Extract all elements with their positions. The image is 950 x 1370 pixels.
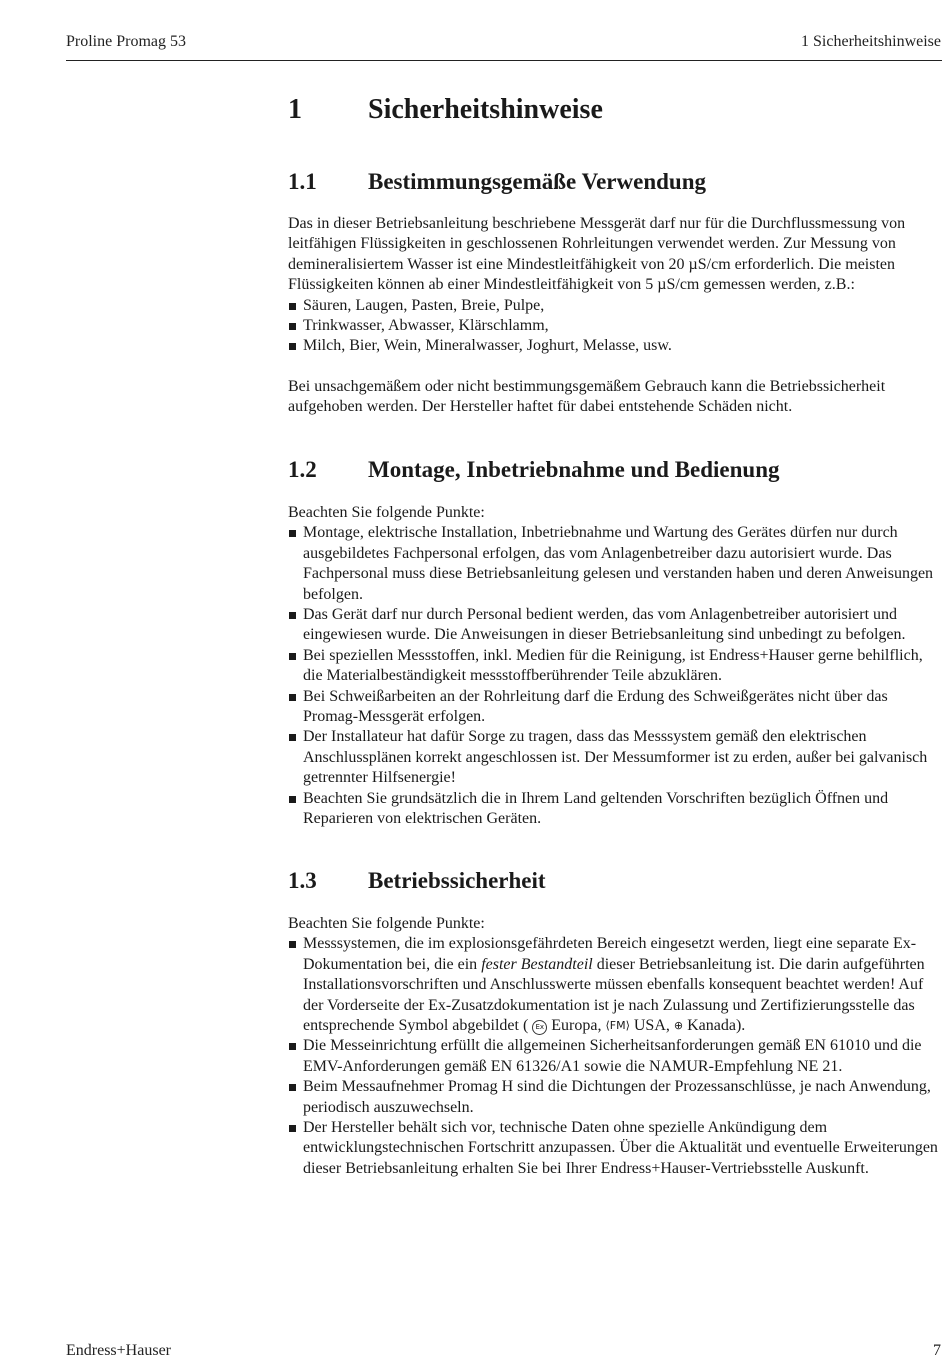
bullet-icon xyxy=(289,612,296,619)
paragraph: Beachten Sie folgende Punkte: xyxy=(288,915,485,932)
list-item: Montage, elektrische Installation, Inbetriebnahme und Wartung des Gerätes dürfen nur durch ausgebildetes Fachpersonal erfolgen, das vom Anlagenbetreiber dazu autorisiert wurde. Das Fachpersonal muss diese Betriebsanleitung gelesen und verstanden haben und deren Anweisungen befolgen. xyxy=(288,523,942,605)
list-item: Der Installateur hat dafür Sorge zu tragen, dass das Messsystem gemäß den elektrischen Anschlussplänen korrekt angeschlossen ist. Der Messumformer ist zu erden, außer bei galvanisch getrennter Hilfsenergie! xyxy=(288,727,942,788)
header-rule xyxy=(66,60,942,61)
section-title: Betriebssicherheit xyxy=(368,868,546,893)
chapter-title: Sicherheitshinweise xyxy=(368,94,603,125)
section-number: 1.1 xyxy=(288,169,317,194)
ex-europe-icon: Ex xyxy=(532,1020,547,1035)
list-item: Die Messeinrichtung erfüllt die allgemeinen Sicherheitsanforderungen gemäß EN 61010 und die EMV-Anforderungen gemäß EN 61326/A1 sowie die NAMUR-Empfehlung NE 21. xyxy=(288,1036,942,1077)
running-header-title: Proline Promag 53 xyxy=(66,33,186,50)
bullet-icon xyxy=(289,303,296,310)
paragraph: Beachten Sie folgende Punkte: xyxy=(288,504,485,521)
emphasis: fester Bestandteil xyxy=(481,955,593,973)
section-body-1-1 xyxy=(288,214,942,418)
section-body-1-2 xyxy=(288,503,942,830)
list-item: Messsystemen, die im explosionsgefährdeten Bereich eingesetzt werden, liegt eine separate Ex-Dokumentation bei, die ein fester Bestandteil dieser Betriebsanleitung ist. Die darin aufgeführten Installationsvorschriften und Anschlusswerte müssen ebenfalls konsequent beachtet werden! Auf der Vorderseite der Ex-Zusatzdokumentation ist je nach Zulassung und Zertifizierungsstelle das entsprechende Symbol abgebildet ( Ex Europa, ⟨FM⟩ USA, ⊕ Kanada). xyxy=(288,934,942,1036)
bullet-icon xyxy=(289,343,296,350)
bullet-icon xyxy=(289,796,296,803)
section-title: Montage, Inbetriebnahme und Bedienung xyxy=(368,457,780,482)
list-item: Der Hersteller behält sich vor, technische Daten ohne spezielle Ankündigung dem entwicklungstechnischen Fortschritt anzupassen. Über die Aktualität und eventuelle Erweiterungen dieser Betriebsanleitung erhalten Sie bei Ihrer Endress+Hauser-Vertriebsstelle Auskunft. xyxy=(288,1118,942,1179)
bullet-icon xyxy=(289,653,296,660)
list-item: Bei Schweißarbeiten an der Rohrleitung darf die Erdung des Schweißgerätes nicht über das Promag-Messgerät erfolgen. xyxy=(288,687,942,728)
bullet-icon xyxy=(289,1043,296,1050)
chapter-heading xyxy=(288,94,603,126)
section-heading-1-2 xyxy=(288,457,780,483)
running-header-chapter: 1 Sicherheitshinweise xyxy=(801,33,941,50)
bullet-icon xyxy=(289,734,296,741)
page-number: 7 xyxy=(933,1342,941,1359)
list-item: Säuren, Laugen, Pasten, Breie, Pulpe, xyxy=(288,296,942,316)
bullet-icon xyxy=(289,530,296,537)
bullet-list xyxy=(288,934,942,1179)
bullet-list xyxy=(288,296,942,357)
section-number: 1.3 xyxy=(288,868,317,893)
list-item: Beachten Sie grundsätzlich die in Ihrem Land geltenden Vorschriften bezüglich Öffnen und Reparieren von elektrischen Geräten. xyxy=(288,789,942,830)
list-item: Milch, Bier, Wein, Mineralwasser, Joghurt, Melasse, usw. xyxy=(288,336,942,356)
fm-usa-icon: ⟨FM⟩ xyxy=(605,1019,630,1033)
section-number: 1.2 xyxy=(288,457,317,482)
section-heading-1-1 xyxy=(288,169,706,195)
section-title: Bestimmungsgemäße Verwendung xyxy=(368,169,707,194)
paragraph: Das in dieser Betriebsanleitung beschriebene Messgerät darf nur für die Durchflussmessung von leitfähigen Flüssigkeiten in geschlossenen Rohrleitungen verwendet werden. Zur Messung von demineralisiertem Wasser ist eine Mindestleitfähigkeit von 20 µS/cm erforderlich. Die meisten Flüssigkeiten können ab einer Mindestleitfähigkeit von 5 µS/cm gemessen werden, z.B.: xyxy=(288,215,906,294)
chapter-number: 1 xyxy=(288,94,302,125)
paragraph: Bei unsachgemäßem oder nicht bestimmungsgemäßem Gebrauch kann die Betriebssicherheit aufgehoben werden. Der Hersteller haftet für dabei entstehende Schäden nicht. xyxy=(288,377,886,416)
bullet-icon xyxy=(289,1125,296,1132)
list-item: Beim Messaufnehmer Promag H sind die Dichtungen der Prozessanschlüsse, je nach Anwendung, periodisch auszuwechseln. xyxy=(288,1077,942,1118)
csa-canada-icon: ⊕ xyxy=(673,1019,684,1033)
bullet-icon xyxy=(289,694,296,701)
list-item: Bei speziellen Messstoffen, inkl. Medien für die Reinigung, ist Endress+Hauser gerne behilflich, die Materialbeständigkeit messstoffberührender Teile abzuklären. xyxy=(288,646,942,687)
footer-brand: Endress+Hauser xyxy=(66,1342,171,1359)
bullet-list xyxy=(288,523,942,829)
bullet-icon xyxy=(289,941,296,948)
list-item: Das Gerät darf nur durch Personal bedient werden, das vom Anlagenbetreiber autorisiert und eingewiesen wurde. Die Anweisungen in dieser Betriebsanleitung sind unbedingt zu befolgen. xyxy=(288,605,942,646)
bullet-icon xyxy=(289,1084,296,1091)
bullet-icon xyxy=(289,323,296,330)
section-body-1-3 xyxy=(288,914,942,1179)
section-heading-1-3 xyxy=(288,868,546,894)
list-item: Trinkwasser, Abwasser, Klärschlamm, xyxy=(288,316,942,336)
